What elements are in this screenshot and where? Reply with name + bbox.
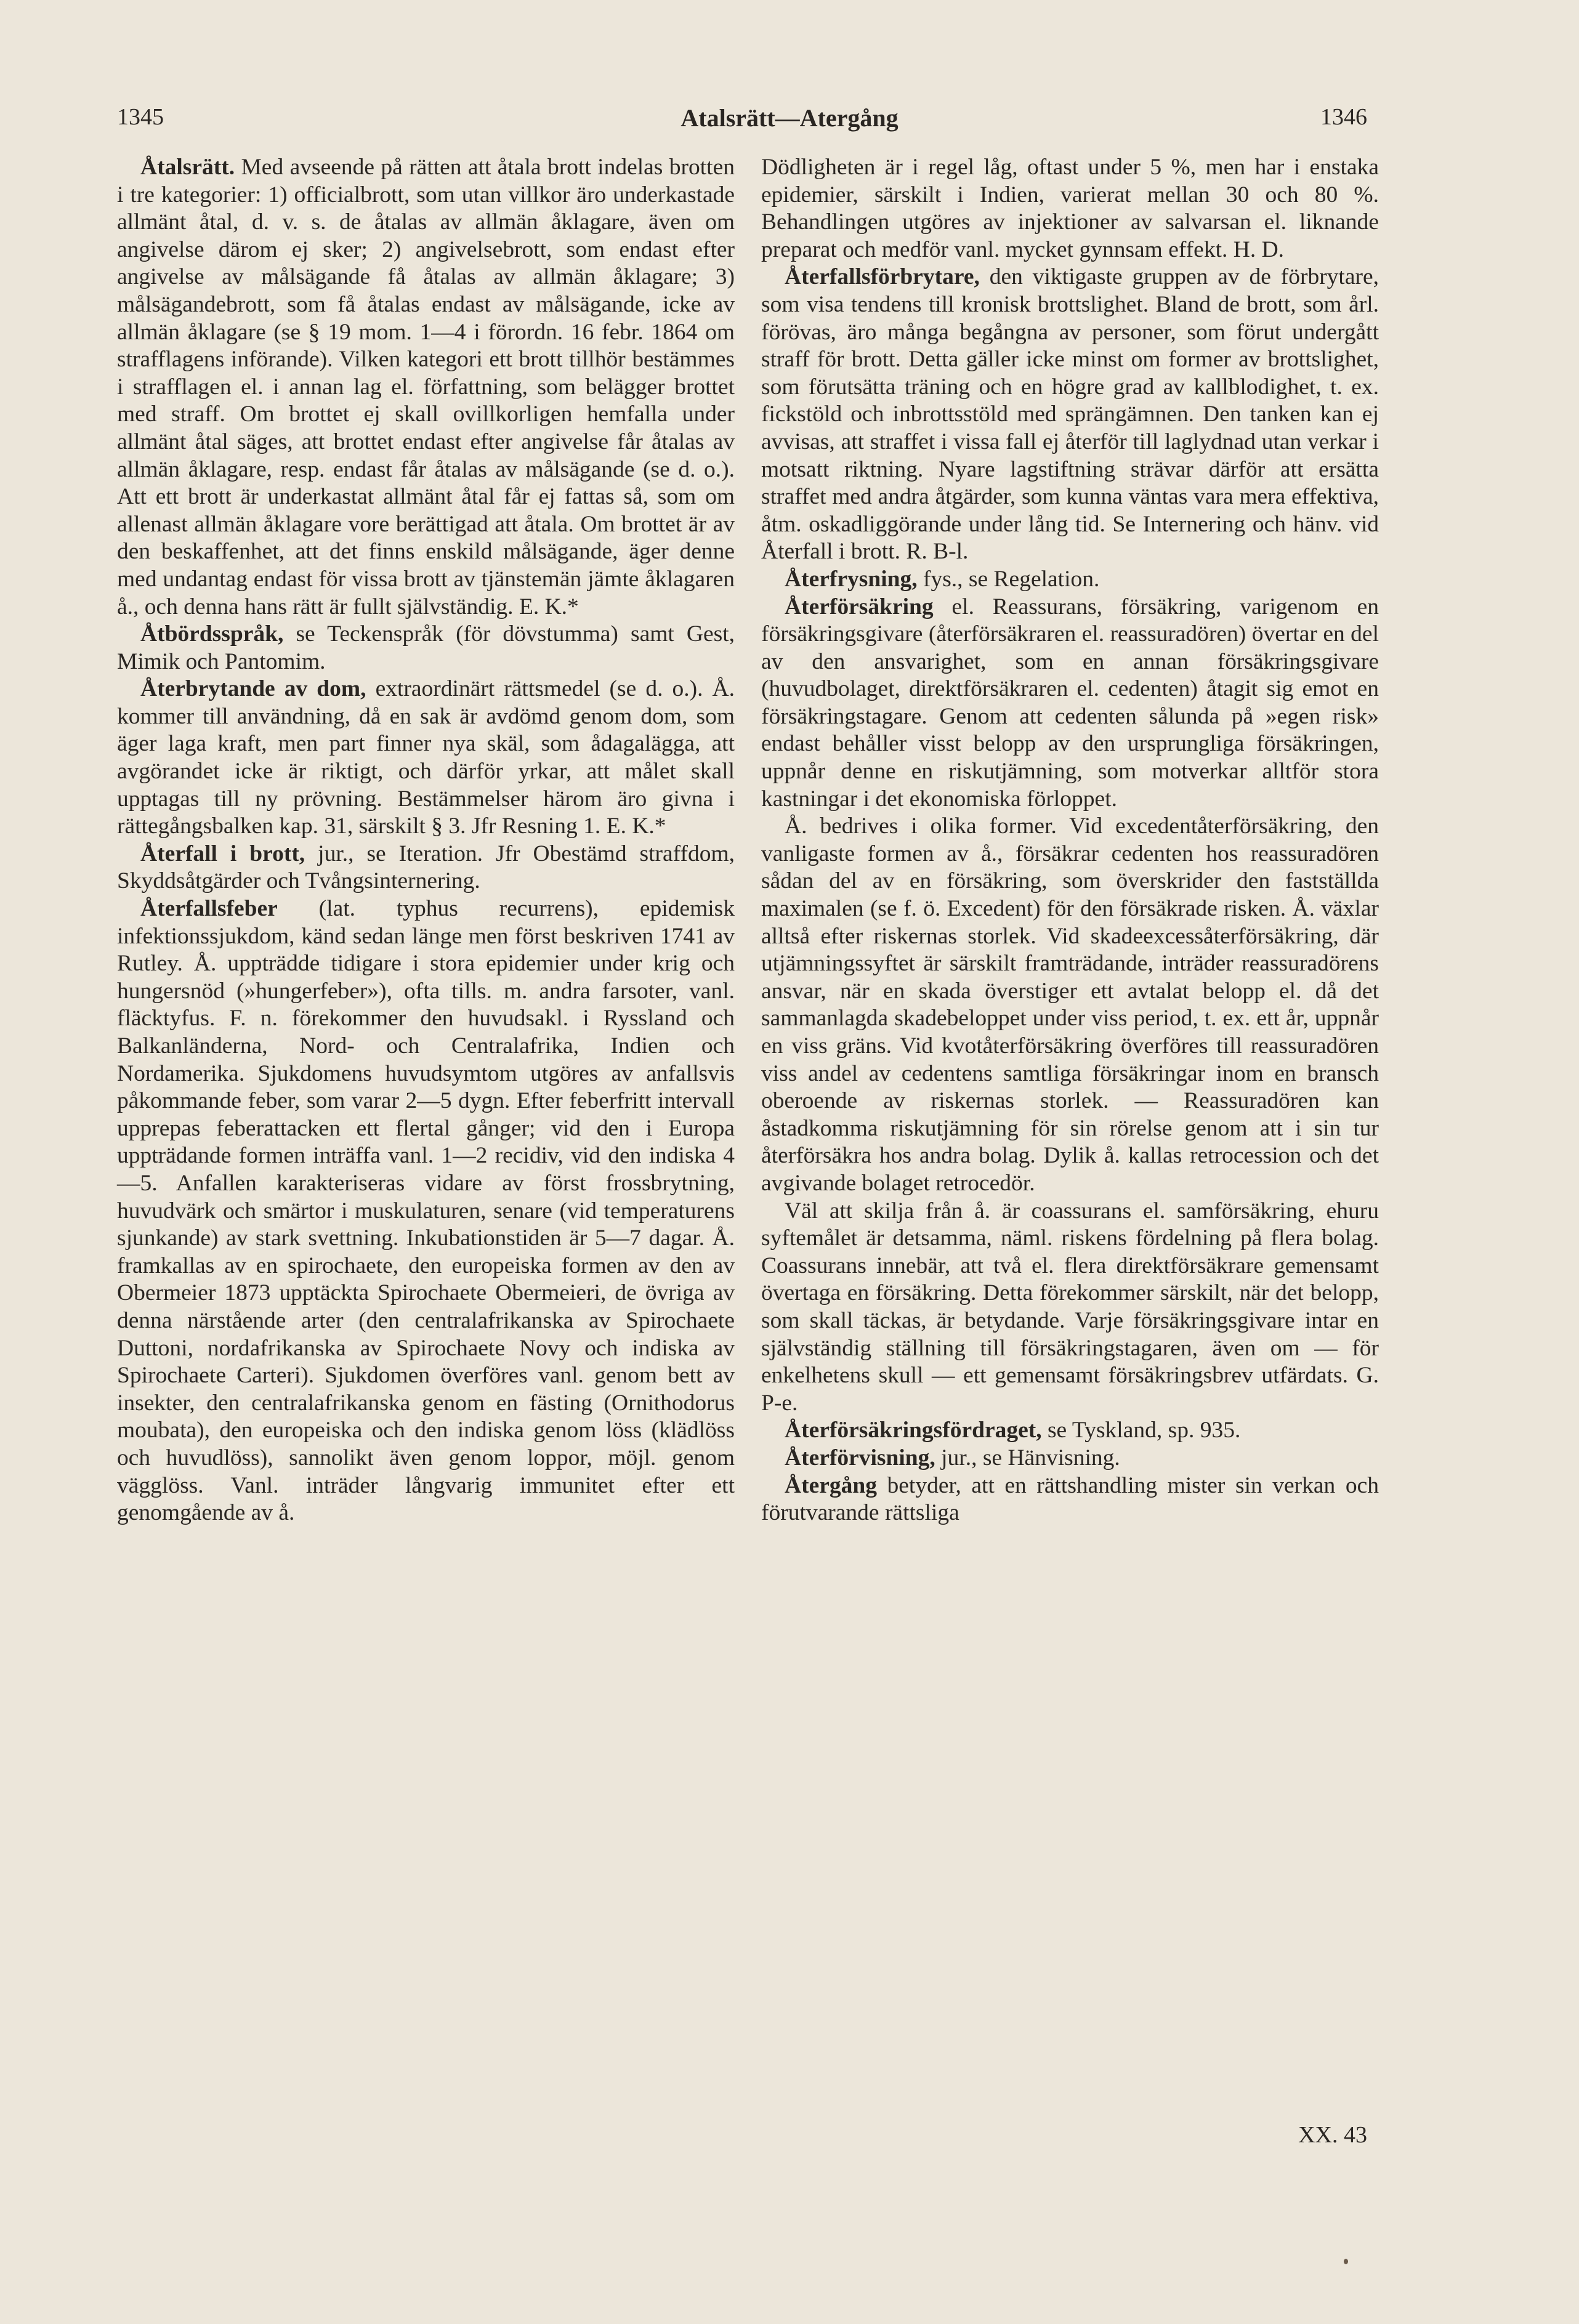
entry	[761, 594, 1379, 813]
entry-text: se Tyskland, sp. 935.	[1047, 1418, 1241, 1443]
page-number-left: 1345	[117, 104, 164, 130]
entry-text: extraordinärt rättsmedel (se d. o.). Å. kommer till användning, då en sak är avdömd genom dom, som äger laga kraft, men part finner nya skäl, som ådagalägga, att avgörandet icke är riktigt, och därför yrkar, att målet skall upptagas till ny prövning. Bestämmelser härom äro givna i rättegångsbalken kap. 31, särskilt § 3. Jfr Resning 1.	[117, 676, 735, 839]
entry-text: betyder, att en rättshandling mister sin verkan och förutvarande rättsliga	[761, 1472, 1379, 1526]
entry-signature: G. P-e.	[761, 1363, 1379, 1416]
entry-signature: R. B-l.	[906, 539, 969, 565]
entry-headword: Åtbördsspråk,	[140, 621, 284, 647]
entry-text: el. Reassurans, försäkring, varigenom en försäkringsgivare (återförsäkraren el. reassuradören) övertar en del av den ansvarighet, som en annan försäkringsgivare (huvudbolaget, direktförsäkraren el. cedenten) åtagit sig emot en försäkringstagare. Genom att cedenten sålunda på »egen risk» endast behåller visst belopp av den ursprungliga försäkringen, uppnår denne en riskutjämning, som motverkar alltför stora kastningar i det ekonomiska förloppet.	[761, 594, 1379, 812]
entry	[761, 1472, 1379, 1527]
entry-text: se Teckenspråk (för dövstumma) samt Gest, Mimik och Pantomim.	[117, 621, 735, 674]
paper-speck	[1344, 2259, 1348, 2264]
entry-headword: Åtalsrätt.	[140, 155, 235, 180]
paragraph	[761, 1198, 1379, 1418]
entry-headword: Återförsäkring	[785, 594, 934, 619]
entry-text: jur., se Iteration. Jfr Obestämd straffdom, Skyddsåtgärder och Tvångsinternering.	[117, 841, 735, 894]
left-column	[117, 154, 735, 1527]
entry-headword: Återfallsfeber	[140, 896, 278, 922]
page-number-right: 1346	[1320, 104, 1367, 130]
entry-continuation	[761, 154, 1379, 264]
entry-signature: E. K.*	[606, 813, 666, 839]
entry	[761, 1417, 1379, 1445]
entry	[117, 895, 735, 1527]
entry	[117, 676, 735, 841]
entry	[117, 154, 735, 621]
entry-headword: Återförsäkringsfördraget,	[785, 1418, 1042, 1443]
right-column	[761, 154, 1379, 1527]
entry-text: Dödligheten är i regel låg, oftast under 5 %, men har i enstaka epidemier, särskilt i Indien, varierat mellan 30 och 80 %. Behandlingen utgöres av injektioner av salvarsan el. liknande preparat och medför vanl. mycket gynnsam effekt.	[761, 155, 1379, 262]
entry-text: fys., se Regelation.	[923, 566, 1100, 592]
entry-text: (lat. typhus recurrens), epidemisk infektionssjukdom, känd sedan länge men först beskriven 1741 av Rutley. Å. uppträdde tidigare i stora epidemier under krig och hungersnöd (»hungerfeber»), ofta tills. m. andra farsoter, vanl. fläcktyfus. F. n. förekommer den huvudsakl. i Ryssland och Balkanländerna, Nord- och Centralafrika, Indien och Nordamerika. Sjukdomens huvudsymtom utgöres av anfallsvis påkommande feber, som varar 2—5 dygn. Efter feberfritt intervall upprepas feberattacken ett flertal gånger; vid den i Europa uppträdande formen inträffa vanl. 1—2 recidiv, vid den indiska 4—5. Anfallen karakteriseras vidare av först frossbrytning, huvudvärk och smärtor i muskulaturen, senare (vid temperaturens sjunkande) av stark svettning. Inkubationstiden är 5—7 dagar. Å. framkallas av en spirochaete, den europeiska formen av den av Obermeier 1873 upptäckta Spirochaete Obermeieri, de övriga av denna närstående arter (den centralafrikanska av Spirochaete Duttoni, nordafrikanska av Spirochaete Novy och indiska av Spirochaete Carteri). Sjukdomen överföres vanl. genom bett av insekter, den centralafrikanska genom en fästing (Ornithodorus moubata), den europeiska och den indiska genom löss (klädlöss och huvudlöss), sannolikt även genom loppor, möjl. genom vägglöss. Vanl. inträder långvarig immunitet efter ett genomgående av å.	[117, 896, 735, 1526]
entry-headword: Återförvisning,	[785, 1445, 935, 1471]
entry-headword: Återfallsförbrytare,	[785, 264, 980, 290]
entry-text: Med avseende på rätten att åtala brott indelas brotten i tre kategorier: 1) officialbrott, som utan villkor äro underkastade allmänt åtal, d. v. s. de åtalas av allmän åklagare, även om angivelse därom ej sker; 2) angivelsebrott, som endast efter angivelse av målsägande få åtalas av allmän åklagare; 3) målsägandebrott, som få åtalas endast av målsägande, icke av allmän åklagare (se § 19 mom. 1—4 i förordn. 16 febr. 1864 om strafflagens införande). Vilken kategori ett brott tillhör bestämmes i strafflagen el. i annan lag el. författning, som belägger brottet med straff. Om brottet ej skall ovillkorligen hemfalla under allmänt åtal säges, att brottet endast efter angivelse får åtalas av allmän åklagare, resp. endast får åtalas av målsägande (se d. o.). Att ett brott är underkastat allmänt åtal får ej fattas så, som om allenast allmän åklagare vore berättigad att åtala. Om brottet är av den beskaffenhet, att det finns enskild målsägande, äger denne med undantag endast för vissa brott av tjänstemän jämte åklagaren å., och denna hans rätt är fullt självständig.	[117, 155, 735, 619]
page-header	[0, 103, 1579, 140]
entry	[117, 841, 735, 895]
entry-headword: Återgång	[785, 1472, 877, 1498]
entry-signature: E. K.*	[519, 594, 579, 619]
entry-headword: Återbrytande av dom,	[140, 676, 366, 702]
entry-text: Väl att skilja från å. är coassurans el. samförsäkring, ehuru syftemålet är detsamma, näml. riskens fördelning på flera bolag. Coassurans innebär, att två el. flera direktförsäkrare gemensamt övertaga en försäkring. Detta förekommer särskilt, när det belopp, som skall täckas, är betydande. Varje försäkringsgivare intar en självständig ställning till försäkringstagaren, även om — för enkelhetens skull — ett gemensamt försäkringsbrev utfärdats.	[761, 1198, 1379, 1389]
entry-headword: Återfrysning,	[785, 566, 918, 592]
entry	[761, 566, 1379, 594]
entry-signature: H. D.	[1233, 236, 1285, 262]
entry-text: Å. bedrives i olika former. Vid excedentåterförsäkring, den vanligaste formen av å., försäkrar cedenten hos reassuradören sådan del av en försäkring, som överskrider den fastställda maximalen (se f. ö. Excedent) för den försäkrade risken. Å. växlar alltså efter riskernas storlek. Vid skadeexcessåterförsäkring, där utjämningssyftet är särskilt framträdande, inträder reassuradörens ansvar, när en skada överstiger ett avtalat belopp el. då det sammanlagda skadebeloppet under viss period, t. ex. ett år, uppnår en viss gräns. Vid kvotåterförsäkring överföres till reassuradören viss andel av cedentens samtliga försäkringar inom en bransch oberoende av riskernas storlek. — Reassuradören kan åstadkomma riskutjämning för sin rörelse genom att i sin tur återförsäkra hos andra bolag. Dylik å. kallas retrocession och det avgivande bolaget retrocedör.	[761, 813, 1379, 1196]
entry	[761, 1445, 1379, 1472]
entry-headword: Återfall i brott,	[140, 841, 305, 866]
running-title: Atalsrätt—Atergång	[680, 104, 899, 132]
entry	[761, 264, 1379, 566]
entry	[117, 621, 735, 676]
entry-text: jur., se Hänvisning.	[941, 1445, 1120, 1471]
entry-text: den viktigaste gruppen av de förbrytare, som visa tendens till kronisk brottslighet. Bland de brott, som årl. förövas, äro många begångna av personer, som förut undergått straff för brott. Detta gäller icke minst om former av brottslighet, som förutsätta träning och en högre grad av kallblodighet, t. ex. fickstöld och inbrottsstöld med sprängämnen. Den tanken kan ej avvisas, att straffet i vissa fall ej återför till laglydnad utan verkar i motsatt riktning. Nyare lagstiftning strävar därför att ersätta straffet med andra åtgärder, som kunna väntas vara mera effektiva, åtm. oskadliggörande under lång tid. Se Internering och hänv. vid Återfall i brott.	[761, 264, 1379, 565]
paragraph	[761, 813, 1379, 1197]
volume-signature-mark: XX. 43	[1298, 2122, 1367, 2148]
